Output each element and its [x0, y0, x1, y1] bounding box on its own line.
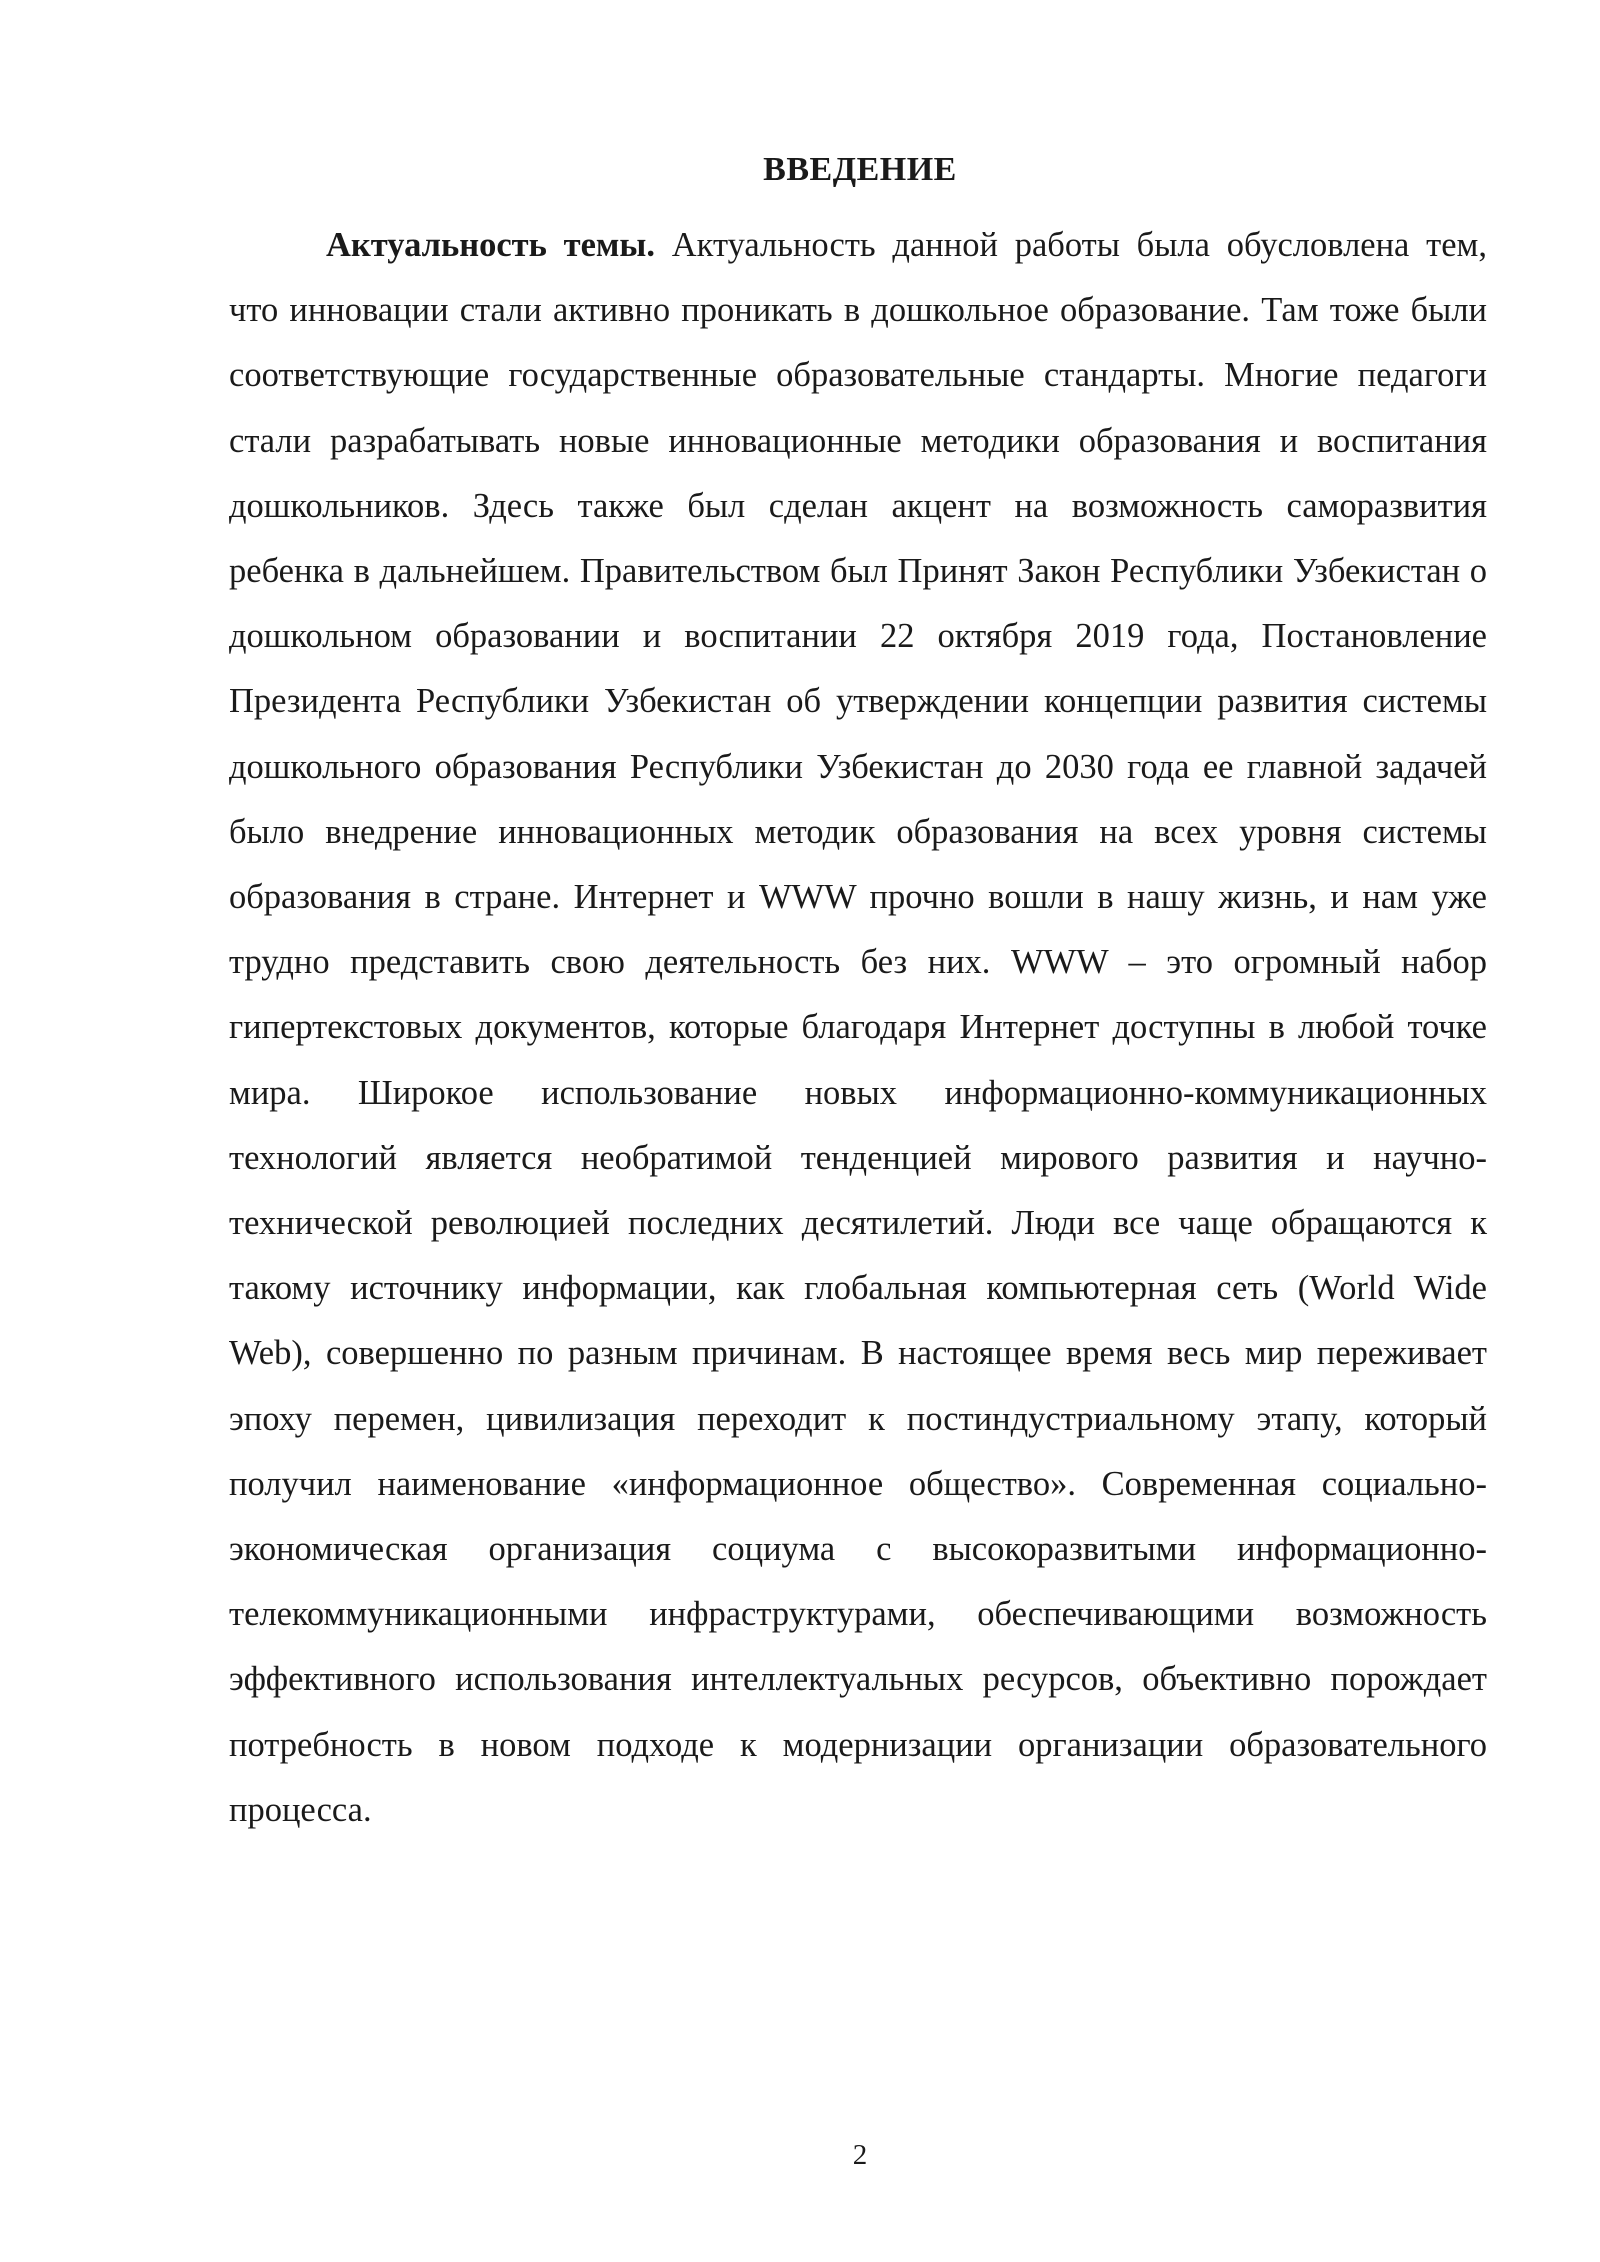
section-heading: ВВЕДЕНИЕ [763, 151, 957, 188]
page-number: 2 [852, 2139, 868, 2171]
body-paragraph [229, 213, 1487, 1843]
paragraph-text: Актуальность данной работы была обусловлена тем, что инновации стали активно проникать в дошкольное образование. Там тоже были соответствующие государственные образовательные стандарты. Многие педагоги стали разрабатывать новые инновационные методики образования и воспитания дошкольников. Здесь также был сделан акцент на возможность саморазвития ребенка в дальнейшем. Правительством был Принят Закон Республики Узбекистан о дошкольном образовании и воспитании 22 октября 2019 года, Постановление Президента Республики Узбекистан об утверждении концепции развития системы дошкольного образования Республики Узбекистан до 2030 года ее главной задачей было внедрение инновационных методик образования на всех уровня системы образования в стране. Интернет и WWW прочно вошли в нашу жизнь, и нам уже трудно представить свою деятельность без них. WWW – это огромный набор гипертекстовых документов, которые благодаря Интернет доступны в любой точке мира. Широкое использование новых информационно-коммуникационных технологий является необратимой тенденцией мирового развития и научно-технической революцией последних десятилетий. Люди все чаще обращаются к такому источнику информации, как глобальная компьютерная сеть (World Wide Web), совершенно по разным причинам. В настоящее время весь мир переживает эпоху перемен, цивилизация переходит к постиндустриальному этапу, который получил наименование «информационное общество». Современная социально-экономическая организация социума с высокоразвитыми информационно-телекоммуникационными инфраструктурами, обеспечивающими возможность эффективного использования интеллектуальных ресурсов, объективно порождает потребность в новом подходе к модернизации организации образовательного процесса. [229, 226, 1487, 1829]
lead-phrase: Актуальность темы. [326, 226, 655, 264]
